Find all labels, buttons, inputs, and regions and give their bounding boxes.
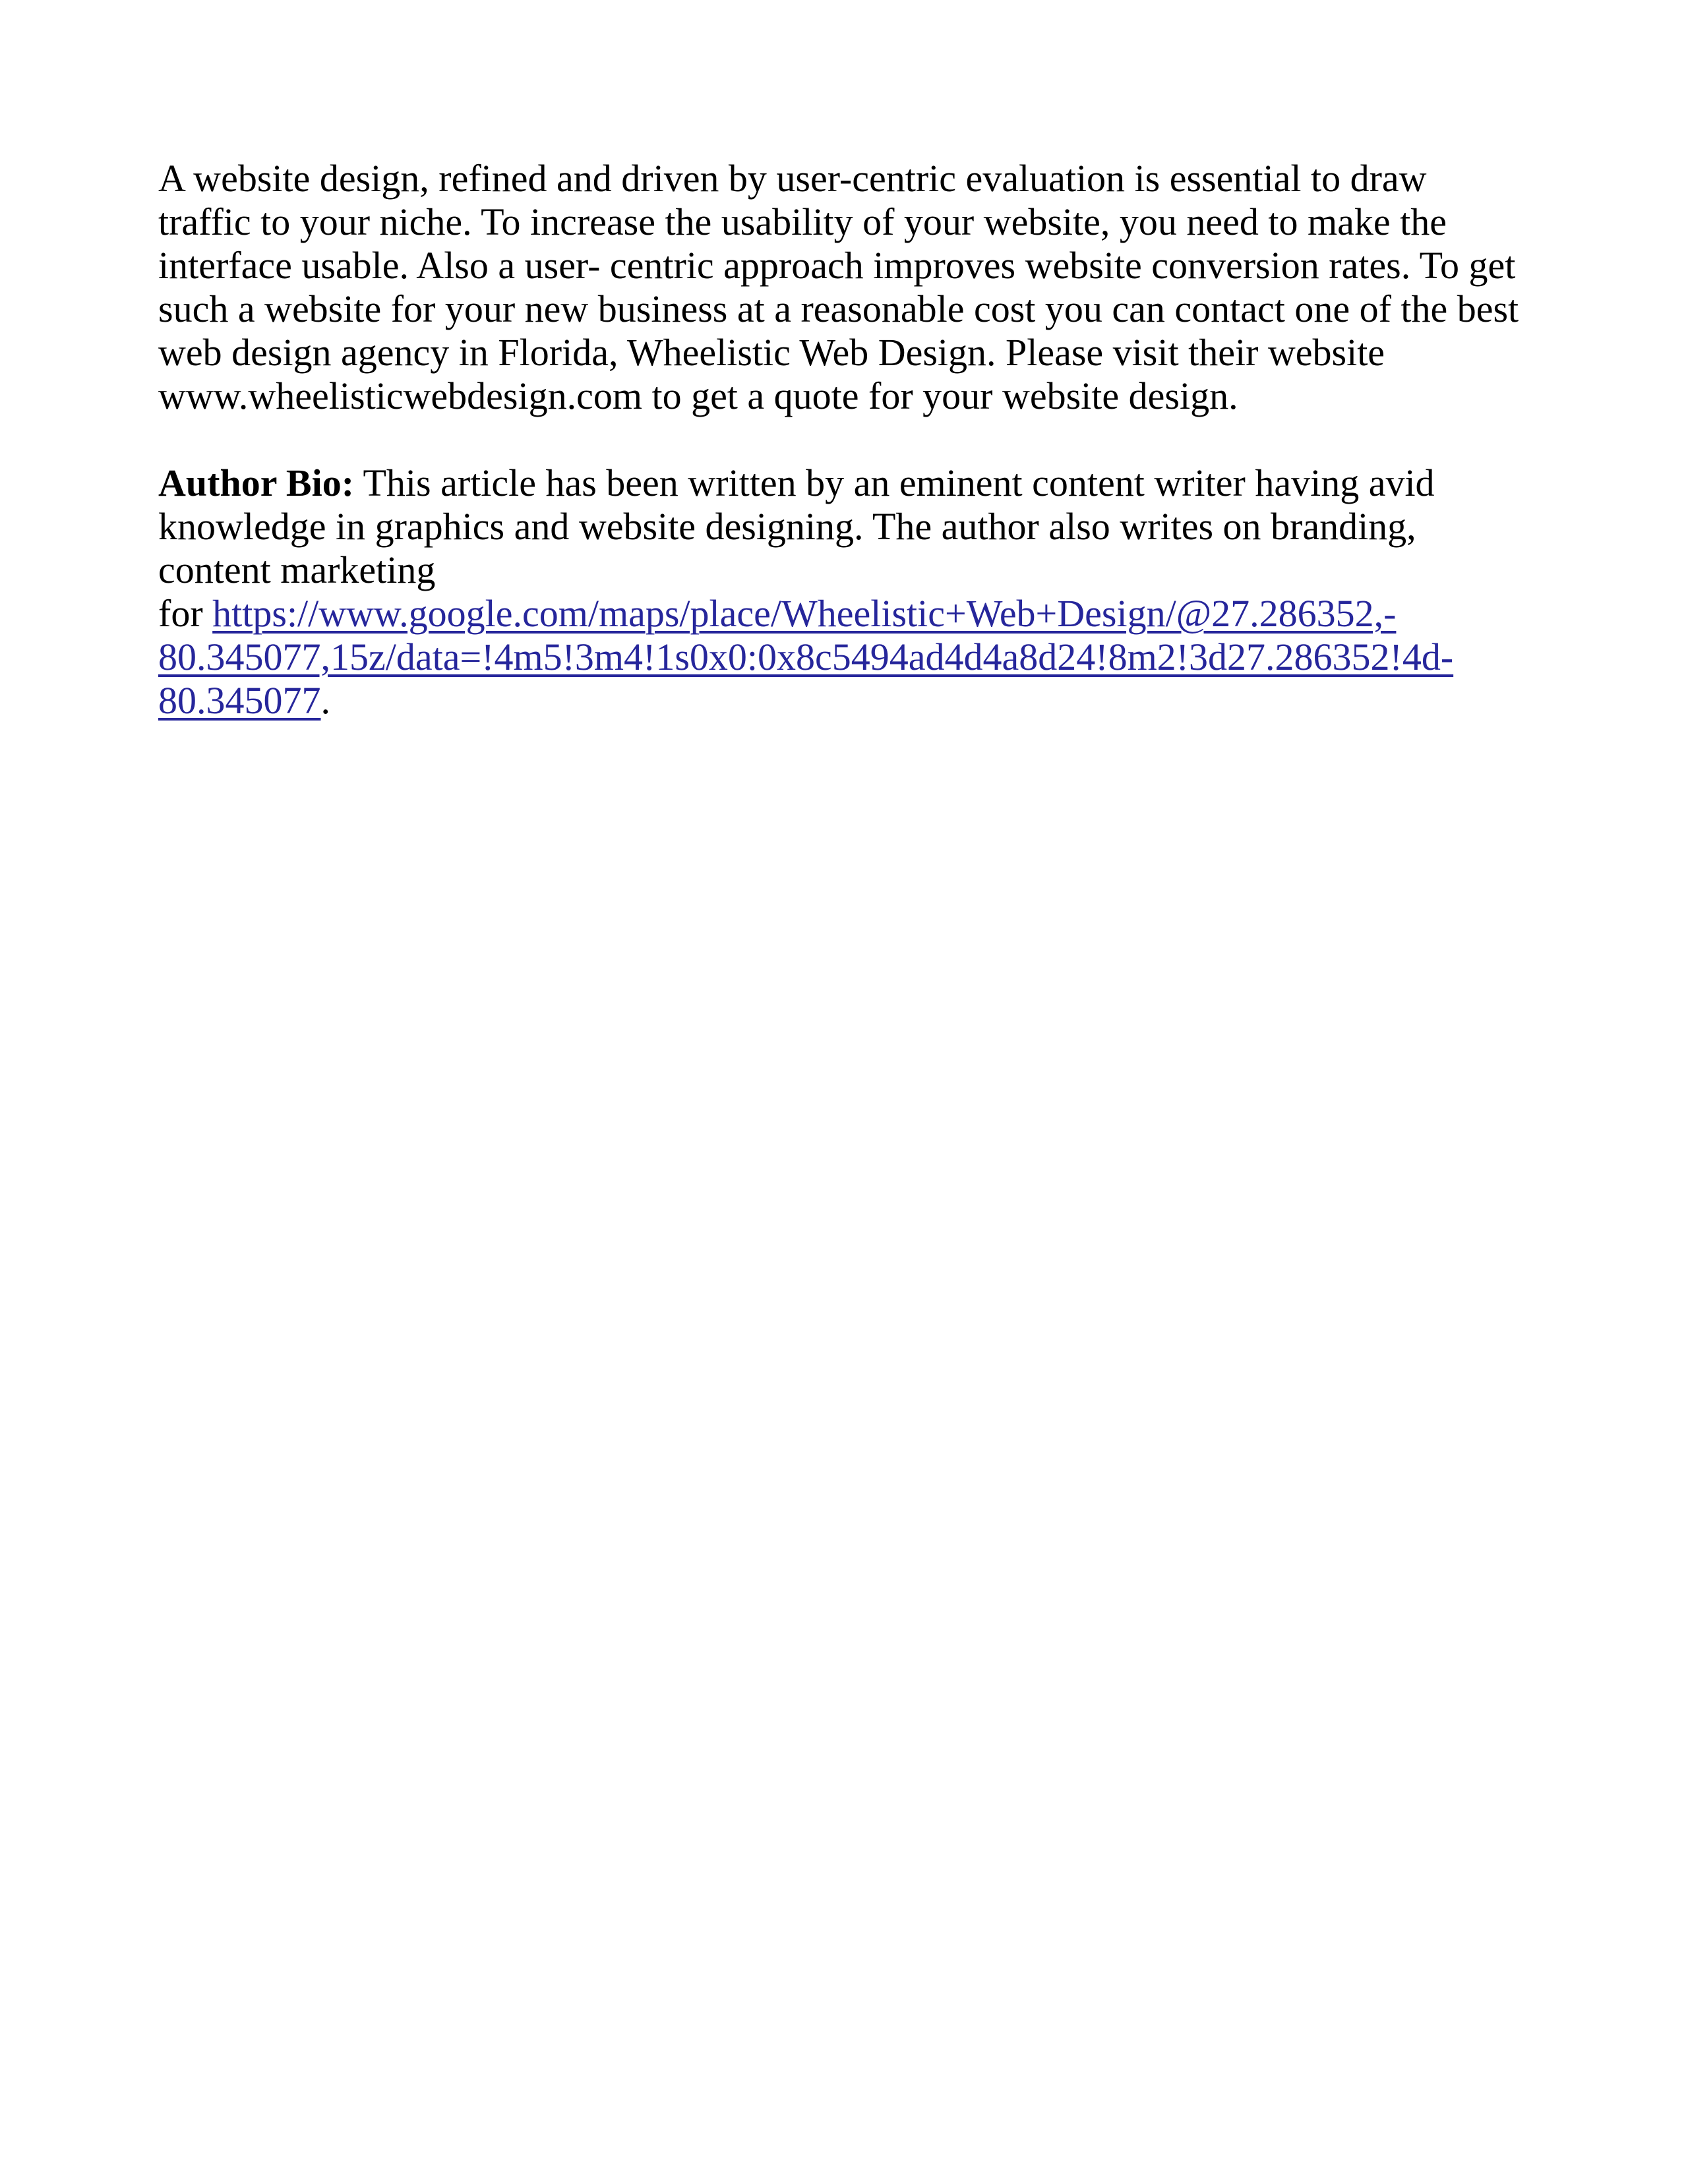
text-line: interface usable. Also a user- centric approach improves website conversion rates. To get — [158, 244, 1516, 287]
text-line — [158, 679, 1609, 723]
paragraph-spacer — [158, 418, 1609, 461]
paragraph-author-bio — [158, 461, 1609, 723]
text-line — [158, 592, 1609, 635]
link-prefix-text: for — [158, 592, 213, 635]
text-line: traffic to your niche. To increase the usability of your website, you need to make the — [158, 200, 1447, 243]
google-maps-link[interactable]: https://www.google.com/maps/place/Wheelistic+Web+Design/@27.286352,- — [212, 592, 1397, 635]
google-maps-link[interactable]: 80.345077,15z/data=!4m5!3m4!1s0x0:0x8c5494ad4d4a8d24!8m2!3d27.286352!4d- — [158, 635, 1454, 678]
text-line: content marketing — [158, 548, 436, 591]
paragraph-intro — [158, 157, 1609, 418]
text-line: knowledge in graphics and website designing. The author also writes on branding, — [158, 505, 1416, 548]
text-line: www.wheelisticwebdesign.com to get a quote for your website design. — [158, 374, 1238, 417]
document-text-block — [158, 157, 1609, 723]
text-line: such a website for your new business at a reasonable cost you can contact one of the best — [158, 287, 1519, 330]
text-line: web design agency in Florida, Wheelistic Web Design. Please visit their website — [158, 331, 1385, 374]
text-line: A website design, refined and driven by user-centric evaluation is essential to draw — [158, 157, 1427, 200]
sentence-period: . — [320, 679, 330, 722]
google-maps-link[interactable]: 80.345077 — [158, 679, 321, 722]
author-bio-label: Author Bio: — [158, 461, 355, 504]
text-line — [158, 461, 1609, 505]
text-line — [158, 635, 1609, 679]
author-bio-text: This article has been written by an eminent content writer having avid — [354, 461, 1435, 504]
